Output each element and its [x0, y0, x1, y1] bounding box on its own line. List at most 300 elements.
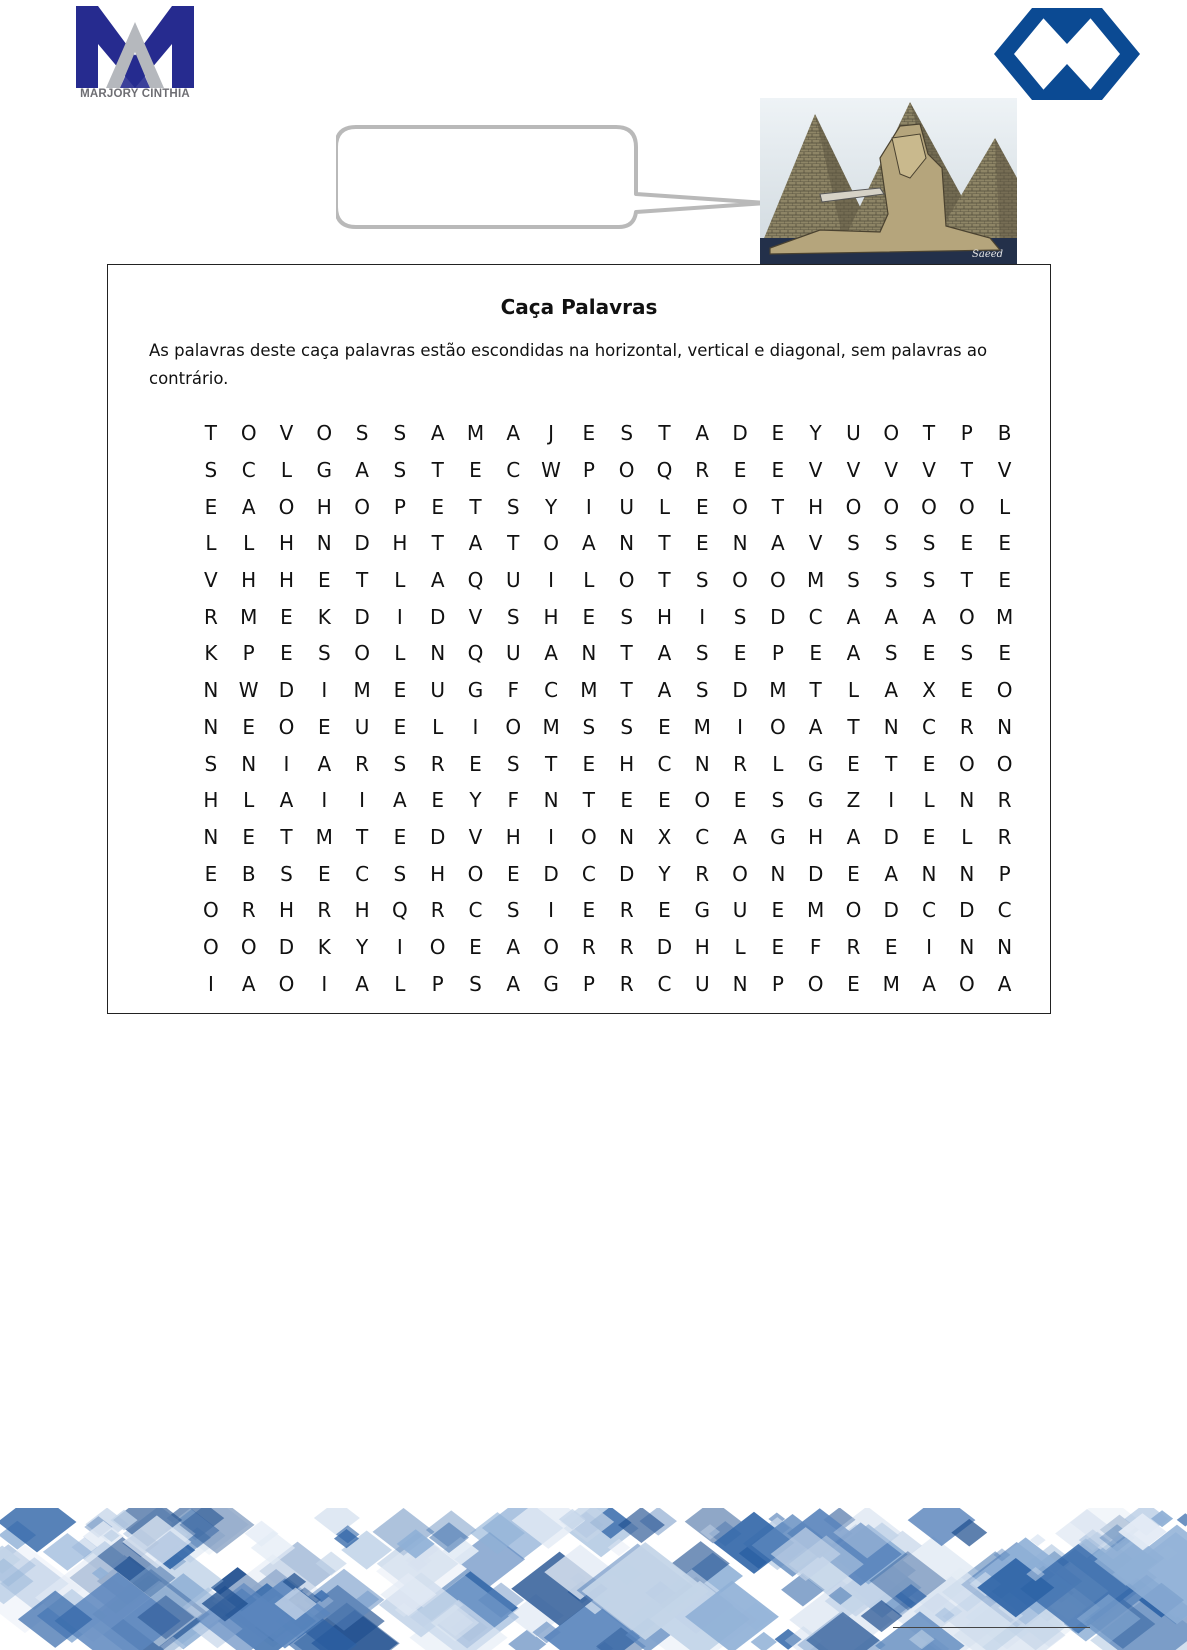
grid-letter: P: [960, 421, 973, 446]
grid-letter: U: [354, 714, 370, 739]
grid-letter: E: [771, 421, 785, 446]
grid-letter: C: [355, 861, 370, 886]
grid-letter: O: [807, 971, 824, 996]
grid-letter: E: [658, 898, 671, 923]
grid-letter: E: [847, 751, 860, 776]
grid-letter: E: [393, 824, 407, 849]
grid-letter: H: [656, 604, 672, 629]
grid-letter: F: [507, 678, 520, 703]
grid-letter: U: [505, 641, 521, 666]
grid-letter: I: [359, 788, 366, 813]
grid-letter: M: [240, 604, 258, 629]
grid-letter: R: [997, 824, 1012, 849]
grid-letter: N: [732, 971, 748, 996]
grid-letter: E: [582, 421, 596, 446]
grid-letter: N: [203, 714, 219, 739]
grid-letter: A: [393, 788, 407, 813]
grid-letter: D: [732, 421, 748, 446]
grid-row: [192, 635, 1024, 672]
grid-letter: E: [960, 678, 974, 703]
grid-letter: L: [394, 568, 406, 593]
grid-letter: D: [354, 531, 370, 556]
grid-letter: T: [431, 531, 444, 556]
grid-letter: A: [695, 421, 710, 446]
grid-letter: M: [807, 568, 825, 593]
grid-letter: C: [922, 714, 937, 739]
grid-letter: I: [321, 788, 328, 813]
grid-letter: S: [620, 604, 634, 629]
grid-letter: V: [922, 458, 936, 483]
grid-letter: T: [847, 714, 860, 739]
grid-letter: I: [321, 971, 328, 996]
grid-letter: S: [884, 641, 898, 666]
grid-letter: T: [658, 421, 671, 446]
grid-letter: E: [242, 714, 256, 739]
grid-letter: Y: [658, 861, 671, 886]
grid-letter: L: [961, 824, 973, 849]
grid-letter: O: [580, 824, 597, 849]
grid-letter: A: [506, 934, 521, 959]
grid-letter: N: [959, 861, 975, 886]
grid-letter: N: [694, 751, 710, 776]
grid-letter: E: [847, 971, 860, 996]
grid-letter: A: [922, 971, 936, 996]
grid-letter: E: [582, 898, 596, 923]
grid-letter: R: [997, 788, 1012, 813]
grid-letter: O: [354, 641, 370, 666]
grid-letter: I: [472, 714, 479, 739]
grid-letter: R: [241, 898, 256, 923]
grid-letter: C: [581, 861, 596, 886]
grid-letter: L: [923, 788, 935, 813]
grid-letter: E: [922, 824, 936, 849]
grid-letter: S: [204, 751, 218, 776]
grid-letter: E: [204, 494, 218, 519]
grid-letter: A: [657, 678, 672, 703]
grid-letter: L: [734, 934, 746, 959]
grid-letter: P: [998, 861, 1011, 886]
grid-letter: S: [280, 861, 293, 886]
institution-logo: [994, 8, 1140, 100]
grid-letter: S: [847, 568, 860, 593]
grid-letter: E: [847, 861, 860, 886]
grid-letter: O: [732, 861, 748, 886]
grid-letter: S: [506, 494, 520, 519]
grid-letter: H: [278, 898, 295, 923]
grid-letter: A: [657, 641, 672, 666]
grid-letter: S: [771, 788, 785, 813]
grid-letter: L: [394, 641, 406, 666]
grid-letter: N: [770, 861, 786, 886]
grid-row: [192, 782, 1024, 819]
grid-letter: E: [620, 788, 633, 813]
grid-letter: C: [922, 898, 937, 923]
grid-letter: E: [998, 531, 1011, 556]
grid-letter: U: [505, 568, 521, 593]
grid-letter: E: [317, 568, 331, 593]
grid-letter: X: [922, 678, 936, 703]
grid-letter: H: [694, 934, 710, 959]
grid-letter: E: [280, 641, 293, 666]
grid-letter: S: [582, 714, 596, 739]
grid-letter: L: [583, 568, 595, 593]
grid-letter: O: [958, 604, 975, 629]
grid-letter: O: [618, 568, 635, 593]
grid-letter: O: [543, 934, 559, 959]
grid-letter: N: [316, 531, 332, 556]
grid-letter: T: [922, 421, 936, 446]
grid-letter: L: [243, 531, 255, 556]
grid-letter: O: [883, 494, 900, 519]
grid-letter: F: [809, 934, 822, 959]
footer-diamond: [1177, 1513, 1187, 1526]
grid-letter: V: [204, 568, 218, 593]
grid-letter: A: [430, 421, 445, 446]
grid-letter: A: [922, 604, 936, 629]
grid-letter: S: [393, 861, 407, 886]
grid-letter: O: [467, 861, 484, 886]
grid-letter: O: [845, 494, 862, 519]
grid-letter: N: [543, 788, 559, 813]
grid-letter: S: [317, 641, 331, 666]
grid-letter: E: [695, 531, 709, 556]
sphinx-illustration: [760, 98, 1017, 265]
grid-letter: E: [317, 714, 331, 739]
grid-letter: X: [657, 824, 672, 849]
grid-letter: A: [241, 971, 256, 996]
grid-letter: D: [429, 604, 446, 629]
sphinx-pyramids-icon: [760, 98, 1017, 265]
grid-letter: A: [241, 494, 256, 519]
grid-letter: R: [695, 458, 710, 483]
grid-letter: W: [541, 458, 561, 483]
grid-letter: I: [699, 604, 706, 629]
grid-letter: A: [468, 531, 483, 556]
grid-letter: E: [771, 934, 785, 959]
grid-letter: D: [543, 861, 559, 886]
grid-letter: Q: [656, 458, 673, 483]
puzzle-title: Caça Palavras: [500, 295, 658, 319]
grid-letter: T: [204, 421, 217, 446]
grid-letter: G: [316, 458, 333, 483]
grid-letter: D: [959, 898, 975, 923]
grid-letter: C: [468, 898, 483, 923]
grid-letter: Q: [467, 641, 484, 666]
grid-letter: E: [884, 934, 898, 959]
grid-letter: E: [582, 751, 596, 776]
grid-letter: O: [958, 494, 975, 519]
grid-letter: A: [355, 458, 369, 483]
grid-letter: S: [620, 714, 634, 739]
grid-letter: U: [694, 971, 710, 996]
word-search-panel: [107, 264, 1051, 1014]
grid-letter: O: [769, 714, 786, 739]
grid-letter: O: [203, 898, 219, 923]
grid-row: [192, 452, 1024, 489]
grid-letter: E: [242, 824, 256, 849]
grid-letter: M: [882, 971, 900, 996]
grid-letter: N: [883, 714, 899, 739]
grid-letter: R: [430, 898, 445, 923]
grid-letter: O: [996, 751, 1013, 776]
grid-letter: N: [203, 678, 219, 703]
grid-letter: H: [241, 568, 257, 593]
diamond-pattern-icon: [0, 1508, 1187, 1650]
grid-letter: S: [884, 568, 898, 593]
grid-letter: D: [656, 934, 673, 959]
grid-letter: R: [695, 861, 710, 886]
grid-letter: E: [658, 714, 671, 739]
grid-letter: K: [204, 641, 218, 666]
grid-letter: V: [468, 824, 483, 849]
grid-row: [192, 819, 1024, 856]
grid-letter: I: [926, 934, 932, 959]
grid-letter: E: [469, 934, 482, 959]
grid-letter: S: [469, 971, 482, 996]
grid-letter: S: [506, 751, 520, 776]
grid-letter: B: [241, 861, 256, 886]
grid-letter: L: [394, 971, 406, 996]
grid-letter: O: [316, 421, 333, 446]
grid-letter: H: [808, 824, 824, 849]
grid-letter: T: [355, 824, 369, 849]
grid-letter: L: [205, 531, 217, 556]
grid-letter: V: [279, 421, 294, 446]
grid-letter: D: [732, 678, 748, 703]
grid-letter: E: [582, 604, 596, 629]
grid-letter: N: [430, 641, 446, 666]
diamond-logo-icon: [994, 8, 1140, 100]
grid-letter: I: [396, 934, 403, 959]
grid-letter: V: [468, 604, 483, 629]
grid-letter: O: [921, 494, 937, 519]
grid-letter: M: [466, 421, 485, 446]
grid-letter: A: [997, 971, 1012, 996]
brand-caption: MARJORY CINTHIA: [80, 88, 190, 100]
grid-letter: R: [619, 934, 634, 959]
grid-letter: H: [430, 861, 446, 886]
grid-letter: L: [280, 458, 293, 483]
grid-row: [192, 525, 1024, 562]
grid-row: [192, 672, 1024, 709]
grid-letter: A: [846, 641, 861, 666]
grid-letter: N: [732, 531, 748, 556]
grid-letter: R: [430, 751, 445, 776]
footer-decoration: [0, 1508, 1187, 1650]
grid-letter: C: [544, 678, 559, 703]
grid-letter: A: [544, 641, 558, 666]
grid-letter: N: [241, 751, 257, 776]
grid-letter: E: [960, 531, 974, 556]
grid-letter: T: [885, 751, 898, 776]
grid-letter: P: [431, 971, 444, 996]
grid-row: [192, 709, 1024, 746]
grid-letter: N: [619, 531, 635, 556]
grid-letter: V: [997, 458, 1012, 483]
grid-letter: C: [657, 971, 672, 996]
grid-letter: V: [884, 458, 899, 483]
grid-letter: R: [619, 971, 634, 996]
grid-letter: Q: [467, 568, 484, 593]
grid-letter: R: [733, 751, 747, 776]
grid-letter: T: [355, 568, 369, 593]
grid-letter: T: [620, 641, 633, 666]
grid-letter: C: [695, 824, 710, 849]
grid-letter: A: [506, 971, 521, 996]
grid-letter: O: [203, 934, 219, 959]
grid-letter: T: [507, 531, 520, 556]
grid-letter: W: [238, 678, 259, 703]
grid-letter: D: [278, 934, 295, 959]
grid-letter: O: [958, 751, 975, 776]
grid-letter: Z: [846, 788, 861, 813]
grid-letter: T: [771, 494, 784, 519]
footer-rule: [893, 1627, 1090, 1628]
illustration-signature: Saeed: [972, 249, 1004, 260]
grid-letter: T: [960, 568, 973, 593]
grid-row: [192, 415, 1024, 452]
grid-letter: L: [847, 678, 860, 703]
grid-letter: A: [317, 751, 332, 776]
grid-letter: U: [430, 678, 445, 703]
grid-letter: H: [354, 898, 370, 923]
grid-letter: O: [278, 494, 295, 519]
grid-letter: O: [278, 971, 295, 996]
grid-letter: L: [432, 714, 444, 739]
grid-letter: E: [393, 678, 407, 703]
grid-letter: T: [469, 494, 482, 519]
grid-letter: N: [619, 824, 635, 849]
grid-letter: T: [582, 788, 595, 813]
grid-letter: E: [506, 861, 520, 886]
grid-letter: A: [355, 971, 369, 996]
grid-letter: O: [278, 714, 295, 739]
grid-letter: O: [240, 934, 257, 959]
grid-letter: I: [737, 714, 743, 739]
grid-letter: S: [620, 421, 634, 446]
letter-grid: [192, 415, 1024, 1002]
grid-letter: T: [658, 531, 671, 556]
grid-letter: S: [393, 751, 407, 776]
grid-letter: R: [846, 934, 861, 959]
grid-letter: N: [959, 788, 975, 813]
grid-letter: N: [959, 934, 975, 959]
grid-letter: L: [999, 494, 1011, 519]
grid-letter: S: [393, 458, 407, 483]
grid-letter: S: [922, 531, 936, 556]
grid-letter: T: [809, 678, 822, 703]
grid-letter: H: [392, 531, 408, 556]
grid-letter: R: [203, 604, 218, 629]
grid-letter: A: [771, 531, 785, 556]
grid-letter: S: [355, 421, 369, 446]
grid-letter: E: [393, 714, 407, 739]
grid-letter: V: [846, 458, 861, 483]
grid-letter: S: [695, 678, 709, 703]
grid-letter: M: [807, 898, 825, 923]
grid-letter: O: [732, 494, 748, 519]
grid-letter: C: [241, 458, 256, 483]
grid-letter: O: [769, 568, 786, 593]
grid-letter: S: [506, 898, 520, 923]
grid-letter: C: [506, 458, 521, 483]
grid-letter: E: [809, 641, 822, 666]
grid-letter: U: [732, 898, 748, 923]
grid-letter: O: [694, 788, 711, 813]
grid-letter: S: [922, 568, 936, 593]
grid-letter: D: [807, 861, 824, 886]
grid-letter: B: [997, 421, 1012, 446]
grid-letter: I: [283, 751, 290, 776]
grid-letter: I: [548, 824, 555, 849]
grid-letter: O: [958, 971, 975, 996]
grid-letter: P: [582, 458, 595, 483]
grid-letter: D: [429, 824, 446, 849]
grid-letter: O: [543, 531, 559, 556]
grid-letter: S: [204, 458, 218, 483]
grid-letter: E: [998, 568, 1011, 593]
grid-letter: I: [585, 494, 592, 519]
grid-letter: C: [808, 604, 823, 629]
grid-letter: E: [204, 861, 218, 886]
grid-letter: L: [772, 751, 784, 776]
grid-letter: Q: [392, 898, 408, 923]
grid-letter: N: [997, 714, 1013, 739]
grid-letter: A: [884, 678, 899, 703]
grid-letter: M: [769, 678, 787, 703]
grid-letter: R: [959, 714, 974, 739]
grid-row: [192, 965, 1024, 1002]
grid-row: [192, 855, 1024, 892]
grid-letter: N: [581, 641, 597, 666]
grid-letter: G: [807, 788, 824, 813]
grid-letter: T: [431, 458, 444, 483]
grid-letter: E: [998, 641, 1011, 666]
grid-row: [192, 929, 1024, 966]
grid-row: [192, 598, 1024, 635]
grid-letter: E: [695, 494, 709, 519]
grid-letter: J: [548, 421, 555, 446]
grid-letter: N: [203, 824, 219, 849]
grid-letter: A: [430, 568, 445, 593]
grid-letter: Y: [355, 934, 369, 959]
grid-letter: L: [243, 788, 255, 813]
grid-letter: M: [353, 678, 371, 703]
grid-letter: I: [207, 971, 214, 996]
grid-letter: S: [695, 641, 709, 666]
grid-letter: H: [543, 604, 559, 629]
grid-letter: T: [620, 678, 633, 703]
grid-row: [192, 745, 1024, 782]
grid-letter: O: [996, 678, 1013, 703]
grid-letter: O: [505, 714, 522, 739]
grid-letter: R: [619, 898, 634, 923]
grid-letter: E: [733, 788, 747, 813]
grid-letter: T: [960, 458, 973, 483]
grid-letter: H: [505, 824, 521, 849]
grid-letter: E: [733, 641, 747, 666]
grid-letter: S: [884, 531, 898, 556]
brand-monogram-icon: [76, 4, 194, 88]
grid-letter: I: [548, 568, 555, 593]
grid-letter: K: [317, 934, 331, 959]
grid-letter: T: [658, 568, 671, 593]
grid-letter: A: [884, 861, 899, 886]
grid-letter: I: [396, 604, 403, 629]
grid-letter: A: [846, 604, 861, 629]
grid-letter: U: [619, 494, 634, 519]
grid-letter: D: [883, 898, 899, 923]
